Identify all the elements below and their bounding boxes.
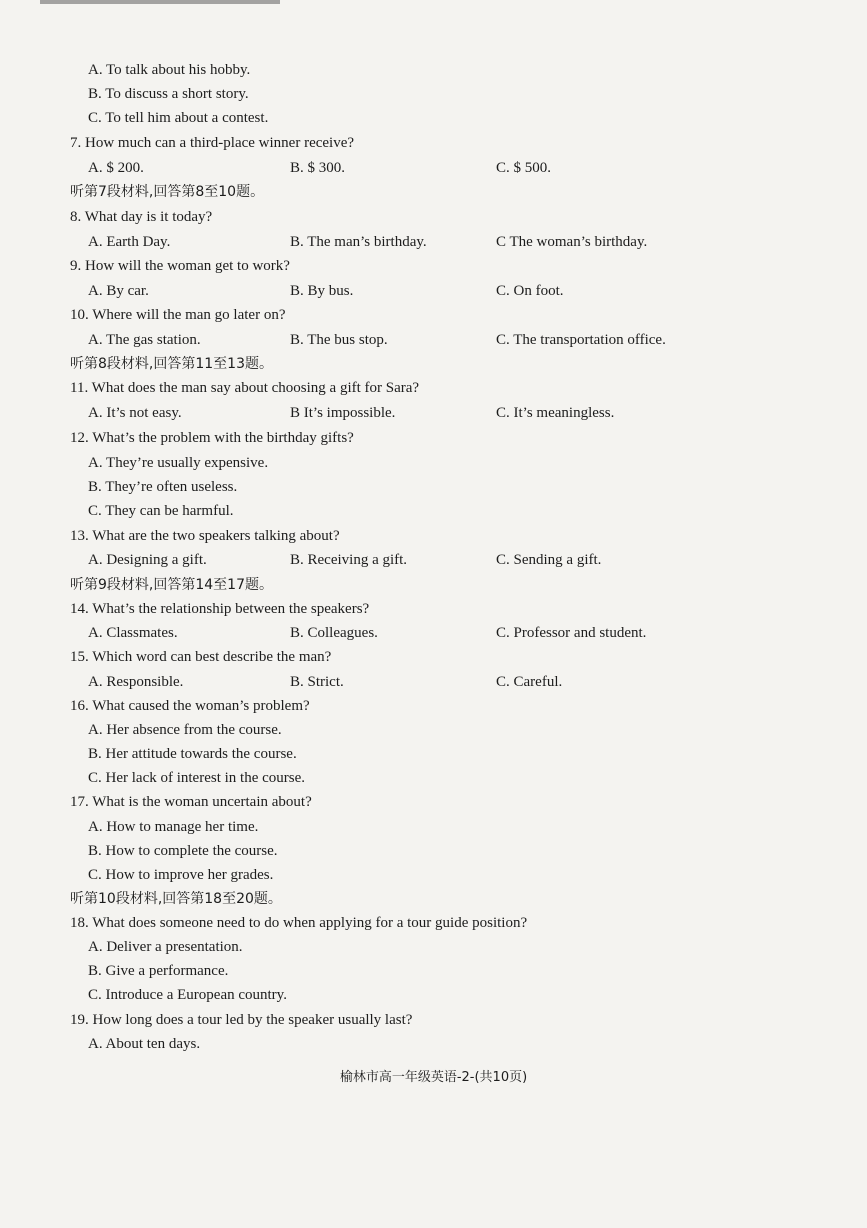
option-c: C. It’s meaningless. bbox=[496, 405, 615, 421]
option: B. How to complete the course. bbox=[88, 843, 278, 859]
option: B. To discuss a short story. bbox=[88, 86, 249, 102]
option-line bbox=[88, 935, 243, 959]
option-a: A. By car. bbox=[88, 283, 149, 299]
question-stem: 9. How will the woman get to work? bbox=[70, 258, 290, 274]
question-stem: 18. What does someone need to do when applying for a tour guide position? bbox=[70, 915, 528, 931]
question-stem: 14. What’s the relationship between the speakers? bbox=[70, 601, 370, 617]
option-c: C. Careful. bbox=[496, 674, 563, 690]
question-stem: 10. Where will the man go later on? bbox=[70, 307, 286, 323]
page-footer: 榆林市高一年级英语-2-(共10页) bbox=[339, 1070, 528, 1085]
question-stem: 8. What day is it today? bbox=[70, 209, 213, 225]
option-a: A. The gas station. bbox=[88, 332, 201, 348]
question-stem: 7. How much can a third-place winner receive? bbox=[70, 135, 355, 151]
option: B. They’re often useless. bbox=[88, 479, 238, 495]
option-line bbox=[88, 959, 228, 983]
option-line bbox=[88, 742, 297, 766]
option: C. Her lack of interest in the course. bbox=[88, 770, 306, 786]
option-line bbox=[88, 863, 273, 887]
option-line bbox=[88, 499, 234, 523]
option-b: B. $ 300. bbox=[290, 160, 346, 176]
option-line bbox=[88, 815, 258, 839]
option-line bbox=[88, 451, 268, 475]
option: C. To tell him about a contest. bbox=[88, 110, 269, 126]
option-b: B. Colleagues. bbox=[290, 625, 378, 641]
option-c: C. On foot. bbox=[496, 283, 564, 299]
option-line bbox=[88, 839, 278, 863]
option-a: A. Responsible. bbox=[88, 674, 184, 690]
option: A. How to manage her time. bbox=[88, 819, 259, 835]
section-heading: 听第7段材料,回答第8至10题。 bbox=[70, 184, 265, 200]
option-c: C. Professor and student. bbox=[496, 625, 647, 641]
section-heading: 听第10段材料,回答第18至20题。 bbox=[70, 891, 282, 907]
scan-edge-mark bbox=[40, 0, 280, 4]
option-b: B. By bus. bbox=[290, 283, 354, 299]
section-heading: 听第9段材料,回答第14至17题。 bbox=[70, 577, 273, 593]
option-a: A. $ 200. bbox=[88, 160, 144, 176]
question-stem: 16. What caused the woman’s problem? bbox=[70, 698, 310, 714]
option-b: B. Receiving a gift. bbox=[290, 552, 408, 568]
option-line bbox=[88, 718, 282, 742]
option-line bbox=[88, 82, 249, 106]
option-line bbox=[88, 983, 287, 1007]
question-stem: 15. Which word can best describe the man? bbox=[70, 649, 332, 665]
option: B. Give a performance. bbox=[88, 963, 229, 979]
option-c: C. $ 500. bbox=[496, 160, 552, 176]
question-stem: 19. How long does a tour led by the speaker usually last? bbox=[70, 1012, 413, 1028]
option: C. Introduce a European country. bbox=[88, 987, 287, 1003]
option-line bbox=[88, 1032, 200, 1056]
option-line bbox=[88, 475, 237, 499]
option-line bbox=[88, 106, 268, 130]
option-line bbox=[88, 58, 250, 82]
question-stem: 17. What is the woman uncertain about? bbox=[70, 794, 312, 810]
option-b: B It’s impossible. bbox=[290, 405, 396, 421]
option: A. Her absence from the course. bbox=[88, 722, 282, 738]
option-b: B. The man’s birthday. bbox=[290, 234, 427, 250]
question-stem: 11. What does the man say about choosing a gift for Sara? bbox=[70, 380, 420, 396]
option-b: B. Strict. bbox=[290, 674, 344, 690]
option-line bbox=[88, 766, 305, 790]
option: A. They’re usually expensive. bbox=[88, 455, 269, 471]
option-a: A. Earth Day. bbox=[88, 234, 171, 250]
option-b: B. The bus stop. bbox=[290, 332, 388, 348]
option-a: A. It’s not easy. bbox=[88, 405, 182, 421]
option: A. About ten days. bbox=[88, 1036, 201, 1052]
question-stem: 12. What’s the problem with the birthday gifts? bbox=[70, 430, 354, 446]
option-c: C. Sending a gift. bbox=[496, 552, 602, 568]
option-a: A. Designing a gift. bbox=[88, 552, 207, 568]
option: B. Her attitude towards the course. bbox=[88, 746, 297, 762]
option-c: C The woman’s birthday. bbox=[496, 234, 648, 250]
option: A. Deliver a presentation. bbox=[88, 939, 243, 955]
option-c: C. The transportation office. bbox=[496, 332, 666, 348]
question-stem: 13. What are the two speakers talking about? bbox=[70, 528, 340, 544]
option: C. How to improve her grades. bbox=[88, 867, 274, 883]
section-heading: 听第8段材料,回答第11至13题。 bbox=[70, 356, 273, 372]
option-a: A. Classmates. bbox=[88, 625, 178, 641]
option: C. They can be harmful. bbox=[88, 503, 234, 519]
option: A. To talk about his hobby. bbox=[88, 62, 251, 78]
